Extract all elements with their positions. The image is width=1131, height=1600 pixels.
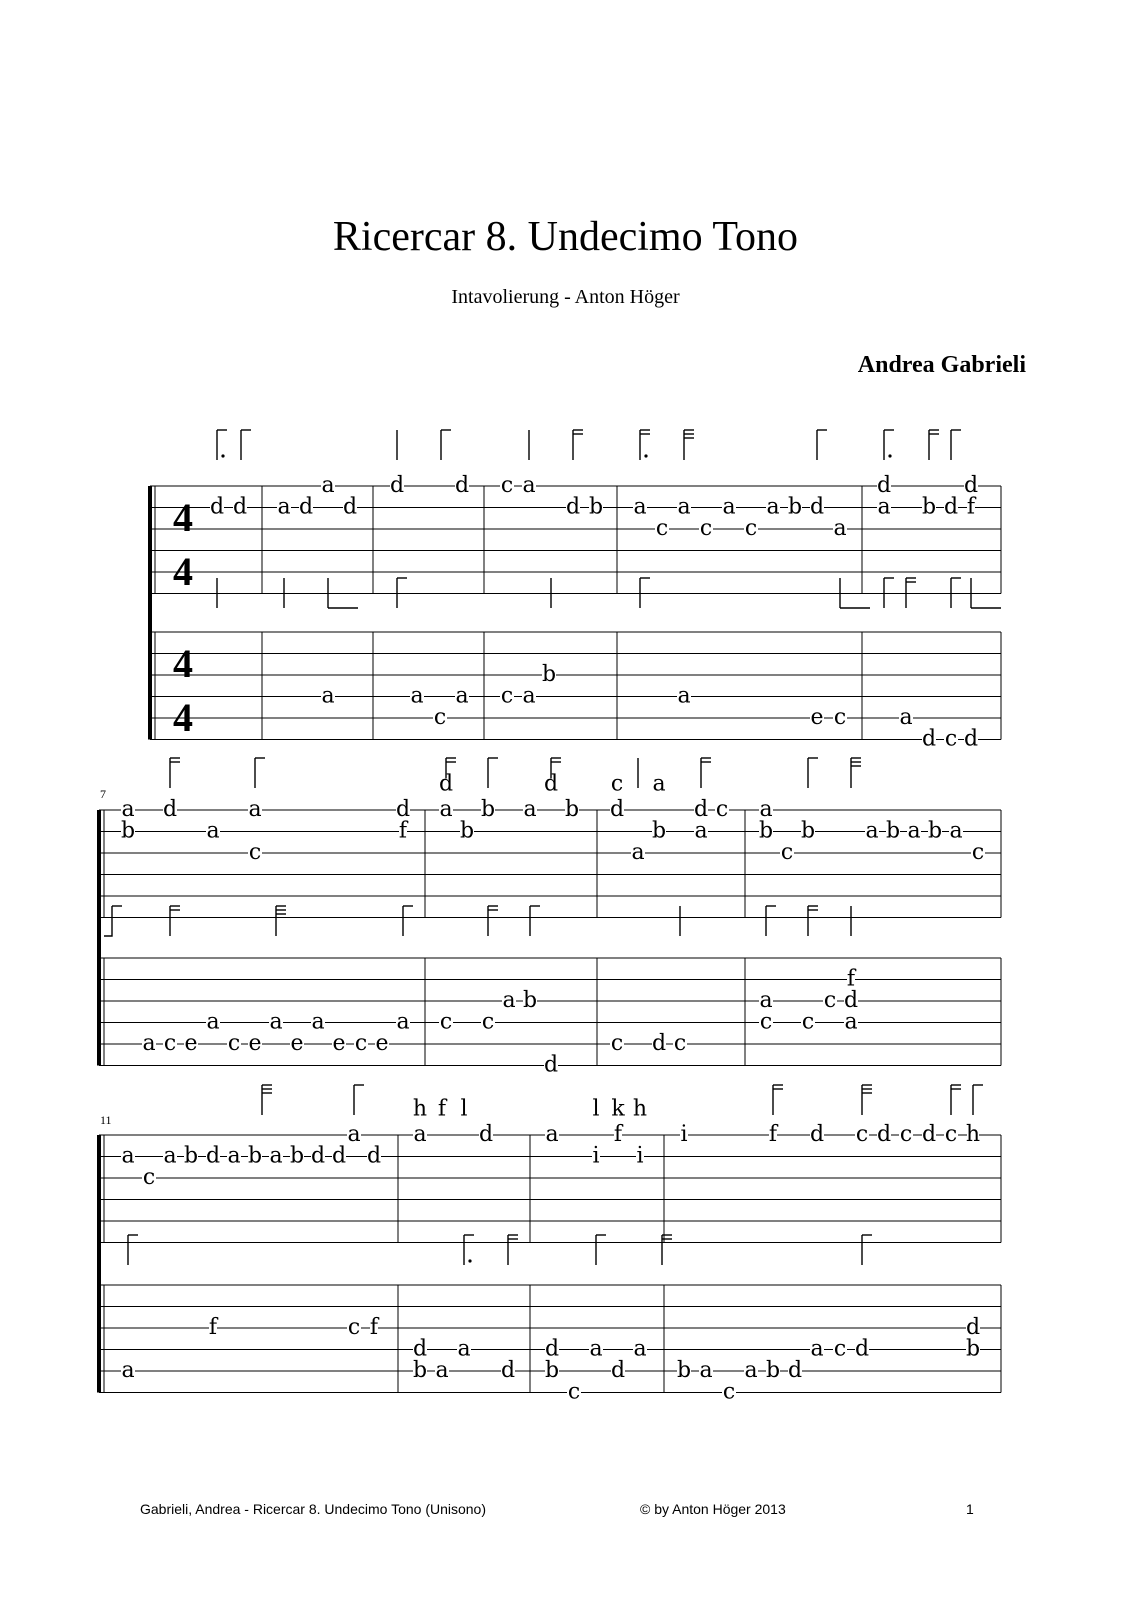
tab-letter: c <box>163 1031 177 1056</box>
tab-letter: f <box>398 818 408 844</box>
tab-letter: c <box>899 1122 913 1147</box>
footer-piece-info: Gabrieli, Andrea - Ricercar 8. Undecimo Tono (Unisono) <box>140 1501 487 1517</box>
tab-letter: a <box>699 1358 713 1383</box>
tab-letter: a <box>523 797 537 822</box>
tab-letter: c <box>833 1336 847 1362</box>
tab-letter: b <box>564 797 580 822</box>
tab-letter: c <box>610 1031 624 1056</box>
tab-letter: d <box>854 1336 870 1362</box>
tab-letter: c <box>715 797 729 822</box>
tab-letter: a <box>248 797 262 822</box>
tab-letter: d <box>342 494 358 520</box>
tab-letter: d <box>331 1143 347 1169</box>
tab-letter: a <box>121 797 135 822</box>
tab-letter: a <box>410 683 424 709</box>
tab-letter: d <box>395 797 411 822</box>
tab-letter: d <box>787 1358 803 1383</box>
tab-letter: d <box>232 494 248 520</box>
composer-name: Andrea Gabrieli <box>857 352 1026 378</box>
tab-letter: d <box>963 473 979 498</box>
tab-letter: e <box>184 1031 198 1056</box>
tab-letter: c <box>347 1315 361 1340</box>
tab-letter: c <box>439 1009 453 1035</box>
tab-letter: d <box>310 1143 326 1169</box>
tab-letter: l <box>592 1096 600 1122</box>
tab-letter: b <box>544 1358 560 1383</box>
tab-staff-upper-lute <box>99 758 1001 918</box>
tab-letter: b <box>459 818 475 844</box>
tab-letter: h <box>412 1096 428 1122</box>
tab-letter: e <box>290 1031 304 1056</box>
tab-letter: d <box>693 797 709 822</box>
tab-letter: a <box>759 797 773 822</box>
tab-letter: h <box>632 1096 648 1122</box>
tab-staff-lower-lute <box>99 906 1001 1078</box>
tab-letter: c <box>944 1122 958 1147</box>
tab-letter: a <box>522 473 536 498</box>
tab-letter: c <box>855 1122 869 1147</box>
tab-letter: b <box>522 988 538 1013</box>
rhythm-flags <box>217 430 961 460</box>
tab-letter: a <box>413 1122 427 1147</box>
tab-letter: a <box>633 494 647 520</box>
tab-letter: a <box>347 1122 361 1147</box>
tab-letter: d <box>543 1052 559 1078</box>
tab-system <box>99 1085 1001 1405</box>
tab-letter: c <box>823 988 837 1013</box>
tab-letter: a <box>545 1122 559 1147</box>
tab-letter: c <box>227 1031 241 1056</box>
tab-letter: a <box>810 1336 824 1362</box>
tab-letter: a <box>694 818 708 844</box>
measure-number: 7 <box>100 787 106 801</box>
tab-letter: c <box>759 1009 773 1035</box>
tab-letter: e <box>810 705 824 730</box>
tab-letter: c <box>673 1031 687 1056</box>
tab-letter: a <box>455 683 469 709</box>
tab-letter: b <box>651 818 667 844</box>
tab-letter: d <box>943 494 959 520</box>
tab-letter: a <box>759 988 773 1013</box>
tab-letter: f <box>437 1096 447 1122</box>
tab-letter: a <box>439 797 453 822</box>
tab-letter: d <box>921 726 937 752</box>
tab-letter: a <box>744 1358 758 1383</box>
tab-staff-lower-lute <box>99 1235 1001 1405</box>
tab-system <box>150 430 1001 752</box>
tab-letter: d <box>298 494 314 520</box>
tab-letter: d <box>843 988 859 1013</box>
tab-letter: d <box>963 726 979 752</box>
tab-letter: b <box>289 1143 305 1169</box>
tab-letter: d <box>543 771 559 797</box>
tab-letter: a <box>589 1336 603 1362</box>
tab-letter: d <box>965 1315 981 1340</box>
tab-letter: d <box>500 1358 516 1383</box>
tab-letter: b <box>765 1358 781 1383</box>
tab-letter: a <box>949 818 963 844</box>
tab-letter: b <box>183 1143 199 1169</box>
tab-letter: b <box>927 818 943 844</box>
tab-letter: a <box>206 1009 220 1035</box>
tab-letter: h <box>965 1122 981 1147</box>
tab-letter: b <box>800 818 816 844</box>
rhythm-flags <box>128 1235 872 1265</box>
tab-letter: d <box>438 771 454 797</box>
tab-letter: d <box>454 473 470 498</box>
piece-title: Ricercar 8. Undecimo Tono <box>332 214 799 260</box>
tab-letter: a <box>522 683 536 709</box>
tab-letter: b <box>921 494 937 520</box>
tab-letter: i <box>680 1122 688 1147</box>
tab-letter: c <box>142 1165 156 1190</box>
tab-letter: a <box>766 494 780 520</box>
tab-letter: d <box>205 1143 221 1169</box>
tab-letter: c <box>354 1031 368 1056</box>
tab-letter: a <box>844 1009 858 1035</box>
tab-letter: d <box>565 494 581 520</box>
tab-letter: i <box>636 1143 644 1169</box>
arranger-credit: Intavolierung - Anton Höger <box>451 286 680 308</box>
measure-number: 11 <box>100 1113 112 1127</box>
tab-letter: d <box>544 1336 560 1362</box>
tab-letter: a <box>121 1143 135 1169</box>
tab-letter: a <box>269 1143 283 1169</box>
tab-letter: b <box>247 1143 263 1169</box>
tab-letter: d <box>412 1336 428 1362</box>
tab-letter: a <box>277 494 291 520</box>
tab-letter: c <box>610 771 624 797</box>
tab-letter: a <box>121 1358 135 1383</box>
tab-letter: e <box>248 1031 262 1056</box>
tab-staff-upper-lute <box>150 430 1001 594</box>
time-signature-numerator: 4 <box>173 641 193 687</box>
tab-letter: a <box>865 818 879 844</box>
rhythm-flags <box>170 758 861 788</box>
tab-staff-upper-lute <box>99 1085 1001 1243</box>
tab-letter: d <box>478 1122 494 1147</box>
tab-letter: c <box>433 705 447 730</box>
tab-letter: d <box>366 1143 382 1169</box>
tab-letter: a <box>206 818 220 844</box>
tab-letter: i <box>592 1143 600 1169</box>
tab-letter: a <box>652 771 666 797</box>
tab-letter: k <box>611 1096 625 1122</box>
tab-letter: c <box>833 705 847 730</box>
tab-letter: b <box>588 494 604 520</box>
tab-letter: a <box>633 1336 647 1362</box>
tab-letter: c <box>971 840 985 865</box>
rhythm-flags <box>104 906 851 936</box>
tab-letter: b <box>676 1358 692 1383</box>
tab-letter: a <box>457 1336 471 1362</box>
tab-letter: d <box>389 473 405 498</box>
tab-letter: d <box>162 797 178 822</box>
tab-letter: b <box>787 494 803 520</box>
time-signature-numerator: 4 <box>173 495 193 541</box>
tab-letter: d <box>809 494 825 520</box>
tab-letter: c <box>500 683 514 709</box>
tab-letter: b <box>885 818 901 844</box>
tab-letter: f <box>208 1315 218 1340</box>
tab-letter: a <box>321 473 335 498</box>
tab-letter: e <box>332 1031 346 1056</box>
tab-letter: d <box>809 1122 825 1147</box>
tab-letter: b <box>758 818 774 844</box>
tab-letter: l <box>460 1096 468 1122</box>
tab-staff-lower-lute <box>150 578 1001 752</box>
footer-copyright: © by Anton Höger 2013 <box>640 1501 786 1517</box>
tab-letter: d <box>921 1122 937 1147</box>
time-signature-denominator: 4 <box>173 548 193 594</box>
tab-letter: a <box>142 1031 156 1056</box>
tab-letter: a <box>227 1143 241 1169</box>
tab-letter: d <box>876 473 892 498</box>
score-systems <box>99 430 1001 1405</box>
tab-letter: d <box>610 1358 626 1383</box>
tab-letter: a <box>269 1009 283 1035</box>
tab-letter: a <box>722 494 736 520</box>
tab-letter: f <box>846 966 856 992</box>
tab-letter: f <box>613 1122 623 1147</box>
tab-letter: a <box>311 1009 325 1035</box>
tab-letter: a <box>396 1009 410 1035</box>
tab-letter: a <box>899 705 913 730</box>
tab-letter: c <box>500 473 514 498</box>
tab-letter: c <box>944 726 958 752</box>
tab-letter: a <box>677 494 691 520</box>
tab-letter: d <box>651 1031 667 1056</box>
tab-letter: a <box>677 683 691 709</box>
tab-letter: a <box>435 1358 449 1383</box>
tab-letter: a <box>907 818 921 844</box>
tab-letter: f <box>369 1315 379 1340</box>
tab-letter: a <box>833 516 847 541</box>
tab-letter: e <box>375 1031 389 1056</box>
tab-letter: b <box>120 818 136 844</box>
tab-letter: a <box>631 840 645 865</box>
tab-letter: c <box>722 1379 736 1405</box>
tab-letter: c <box>744 516 758 541</box>
tab-letter: c <box>481 1009 495 1035</box>
tab-letter: c <box>780 840 794 865</box>
tab-letter: c <box>655 516 669 541</box>
tab-system <box>99 758 1001 1078</box>
tab-letter: a <box>163 1143 177 1169</box>
tab-letter: a <box>321 683 335 709</box>
tab-letter: a <box>502 988 516 1013</box>
tab-letter: d <box>209 494 225 520</box>
tab-letter: c <box>248 840 262 865</box>
tab-letter: d <box>609 797 625 822</box>
tab-letter: b <box>480 797 496 822</box>
page-number: 1 <box>966 1501 974 1517</box>
tab-letter: f <box>966 494 976 520</box>
tab-letter: b <box>541 662 557 687</box>
tab-letter: f <box>768 1122 778 1147</box>
tab-letter: c <box>567 1379 581 1405</box>
tab-letter: d <box>876 1122 892 1147</box>
time-signature-denominator: 4 <box>173 694 193 740</box>
tab-letter: c <box>801 1009 815 1035</box>
tab-letter: b <box>412 1358 428 1383</box>
tab-letter: c <box>699 516 713 541</box>
tab-letter: a <box>877 494 891 520</box>
tab-letter: b <box>965 1336 981 1362</box>
